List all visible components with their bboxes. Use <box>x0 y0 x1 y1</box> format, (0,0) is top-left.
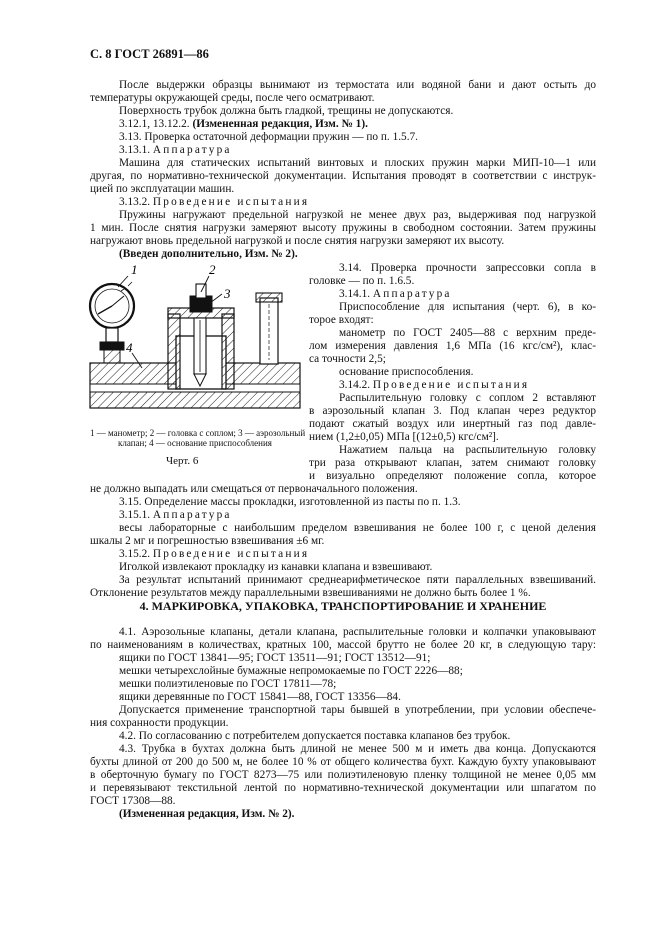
text-line: в оберточную бумагу по ГОСТ 8273—75 или полиэтиленовую пленку толщиной не менее 0,05 мм <box>90 769 596 781</box>
list-item: ящики деревянные по ГОСТ 15841—88, ГОСТ 13356—84. <box>119 691 401 703</box>
figure-caption: 1 — манометр; 2 — головка с соплом; 3 — аэрозольный <box>90 428 306 438</box>
text-line: Распылительную головку с соплом 2 вставляют <box>339 392 596 404</box>
text-line: головке — по п. 1.6.5. <box>309 275 415 287</box>
amendment-note: (Введен дополнительно, Изм. № 2). <box>119 248 298 260</box>
section-4-title: 4. МАРКИРОВКА, УПАКОВКА, ТРАНСПОРТИРОВАНИЕ И ХРАНЕНИЕ <box>139 599 547 613</box>
figure-title: Черт. 6 <box>166 455 199 467</box>
list-item: мешки четырехслойные бумажные непромокаемые по ГОСТ 2226—88; <box>119 665 463 677</box>
text-line: цией по эксплуатации машин. <box>90 183 235 195</box>
text-line: Машина для статических испытаний винтовых и плоских пружин марки МИП-10—1 или <box>119 157 596 169</box>
section-heading: 3.14. Проверка прочности запрессовки сопла в <box>339 262 596 274</box>
text-line: и визуально определяют положение сопла, которое <box>309 470 596 482</box>
text-line: Поверхность трубок должна быть гладкой, трещины не допускаются. <box>119 105 454 117</box>
text-line: Отклонение результатов между параллельными взвешиваниями не должно быть более 1 %. <box>90 587 531 599</box>
subsection-heading: 3.14.2. Проведение испытания <box>339 379 530 391</box>
page-header: С. 8 ГОСТ 26891—86 <box>90 47 209 61</box>
section-ref: 3.12.1, 13.12.2. <box>119 118 190 130</box>
text-line: не должно выпадать или смещаться от первоначального положения. <box>90 483 418 495</box>
text-line: по наименованиям в количествах, кратных 100, массой брутто не более 20 кг, в следующую тару: <box>90 639 596 651</box>
text-line: ГОСТ 17308—88. <box>90 795 176 807</box>
subsection-heading: 3.15.1. Аппаратура <box>119 509 232 521</box>
text-line: Иголкой извлекают прокладку из канавки клапана и взвешивают. <box>119 561 433 573</box>
text-line: 1 мин. После снятия нагрузки замеряют высоту пружины в свободном состоянии. Затем пружины <box>90 222 596 234</box>
text-line: в аэрозольный клапан 3. Под клапан через редуктор <box>309 405 596 417</box>
text-line: са точности 2,5; <box>309 353 386 365</box>
text-line: торое входят: <box>309 314 374 326</box>
text-line: бухты длиной от 200 до 500 м, не более 10 % от общего количества бухт. Каждую бухту упаковывают <box>90 756 596 768</box>
list-item: мешки полиэтиленовые по ГОСТ 17811—78; <box>119 678 337 690</box>
figure-caption: клапан; 4 — основание приспособления <box>118 438 272 448</box>
figure-label-3: 3 <box>224 286 231 301</box>
text-line: нагружают вновь предельной нагрузкой и после снятия нагрузки замеряют их высоту. <box>90 235 505 247</box>
text-line: За результат испытаний принимают среднеарифметическое пяти параллельных взвешиваний. <box>119 574 596 586</box>
text-line: ния сохранности продукции. <box>90 717 229 729</box>
section-heading: 3.15. Определение массы прокладки, изготовленной из пасты по п. 1.3. <box>119 496 461 508</box>
text-line: Пружины нагружают предельной нагрузкой не менее двух раз, выдерживая под нагрузкой <box>119 209 596 221</box>
text-line: подают сжатый воздух или инертный газ под давле- <box>309 418 596 430</box>
valve-housing-right <box>222 314 234 389</box>
text-line: 4.2. По согласованию с потребителем допускается поставка клапанов без трубок. <box>119 730 511 742</box>
text-line <box>119 118 368 131</box>
subsection-heading: 3.13.1. Аппаратура <box>119 144 232 156</box>
text-line: 4.3. Трубка в бухтах должна быть длиной не менее 500 м и иметь два конца. Допускаются <box>119 743 596 755</box>
text-line: Нажатием пальца на распылительную головку <box>339 444 596 456</box>
text-line: Допускается применение транспортной тары бывшей в употреблении, при условии обеспече- <box>119 704 596 716</box>
text-line: 4.1. Аэрозольные клапаны, детали клапана, распылительные головки и колпачки упаковывают <box>119 626 596 638</box>
list-item: ящики по ГОСТ 13841—95; ГОСТ 13511—91; ГОСТ 13512—91; <box>119 652 431 664</box>
valve-housing-left <box>168 314 180 389</box>
text-line: Приспособление для испытания (черт. 6), в ко- <box>339 301 596 313</box>
text-line: три раза открывают клапан, затем снимают головку <box>309 457 596 469</box>
text-line: нием (1,2±0,05) МПа [(12±0,5) кгс/см²]. <box>309 431 499 443</box>
figure-label-2: 2 <box>209 262 216 277</box>
subsection-heading: 3.13.2. Проведение испытания <box>119 196 310 208</box>
section-heading: 3.13. Проверка остаточной деформации пружин — по п. 1.5.7. <box>119 131 418 143</box>
amendment-note: (Измененная редакция, Изм. № 2). <box>119 808 295 820</box>
figure-label-4: 4 <box>126 340 133 355</box>
text-line: другая, по нормативно-технической документации. Испытания проводят в соответствии с инструк- <box>90 170 596 182</box>
figure-label-1: 1 <box>131 262 138 277</box>
subsection-heading: 3.15.2. Проведение испытания <box>119 548 310 560</box>
test-fixture-drawing <box>88 256 303 426</box>
gauge-stem <box>106 328 118 342</box>
text-line: лом измерения давления 1,6 МПа (16 кгс/см²), клас- <box>309 340 596 352</box>
text-line: основание приспособления. <box>339 366 474 378</box>
amendment-note: (Измененная редакция, Изм. № 1). <box>192 118 368 130</box>
text-line: шкалы 2 мг и погрешностью взвешивания ±6 мг. <box>90 535 325 547</box>
text-line: После выдержки образцы вынимают из термостата или водяной бани и дают остыть до <box>119 79 596 91</box>
text-line: манометр по ГОСТ 2405—88 с верхним преде- <box>339 327 596 339</box>
text-line: температуры окружающей среды, после чего осматривают. <box>90 92 375 104</box>
text-line: весы лабораторные с наибольшим пределом взвешивания не более 100 г, с ценой деления <box>119 522 596 534</box>
subsection-heading: 3.14.1. Аппаратура <box>339 288 452 300</box>
text-line: и перевязывают текстильной лентой по нормативно-технической документации или шпагатом по <box>90 782 596 794</box>
